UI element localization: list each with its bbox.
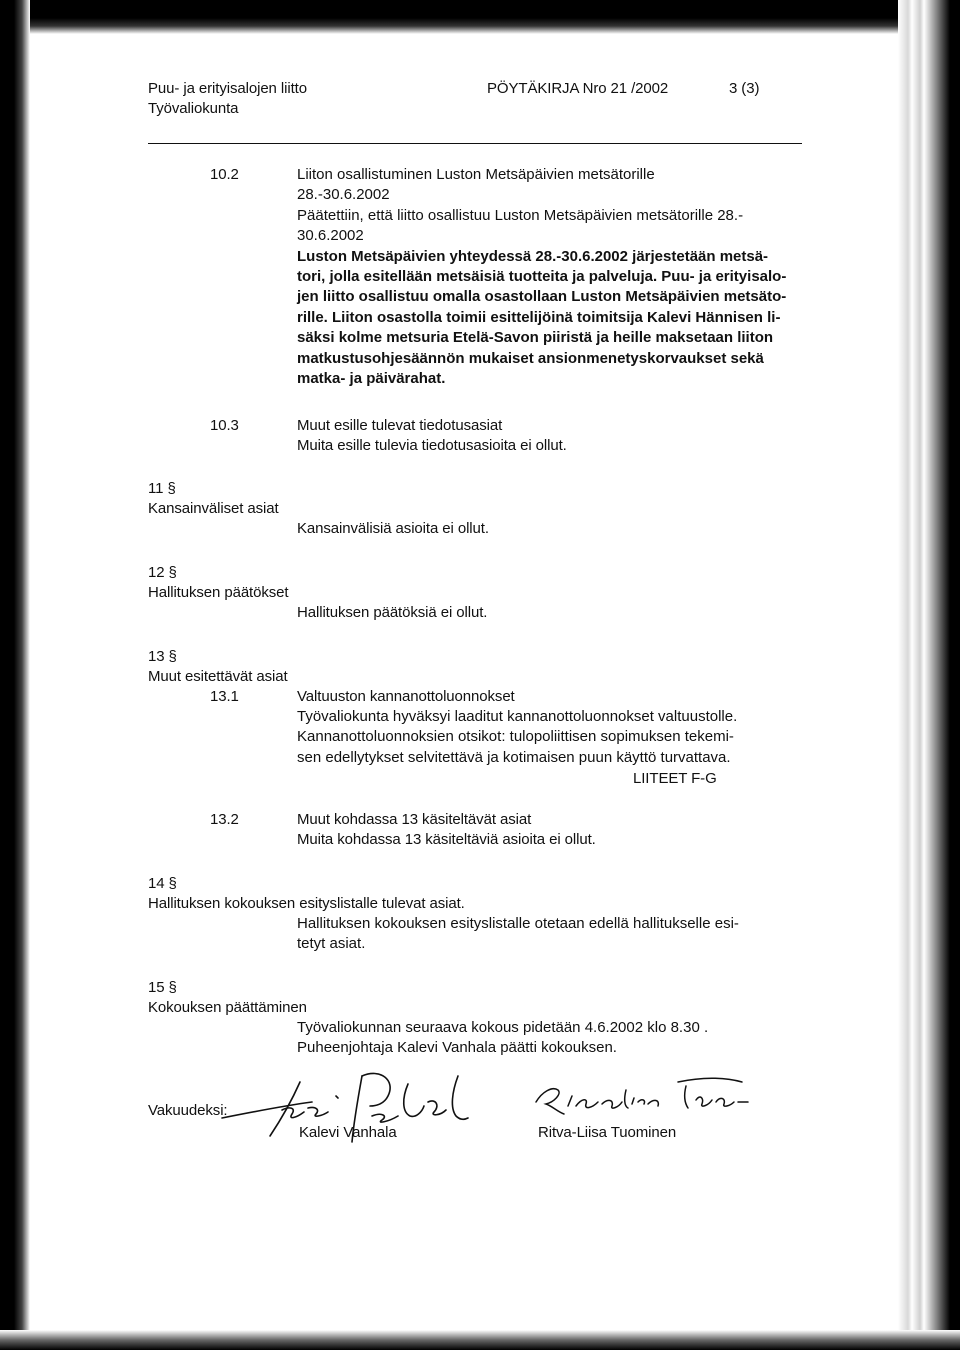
section-number-12: 12 § [148,564,177,581]
header-page-number: 3 (3) [729,80,760,97]
item-number-13-1: 13.1 [210,688,239,705]
item-13-1-body [297,707,817,768]
item-13-1-title: Valtuuston kannanottoluonnokset [297,688,515,705]
scan-edge-bottom [0,1330,960,1350]
item-10-2-line: jen liitto osallistuu omalla osastollaan Luston Metsäpäivien metsäto- [297,288,787,306]
item-10-2-body [297,165,817,389]
section-13-title: Muut esitettävät asiat [148,668,288,685]
section-14-title: Hallituksen kokouksen esityslistalle tulevat asiat. [148,895,465,912]
item-number-10-2: 10.2 [210,166,239,183]
signer-2-name: Ritva-Liisa Tuominen [538,1124,677,1141]
section-11-title: Kansainväliset asiat [148,500,279,517]
section-15-line: Työvaliokunnan seuraava kokous pidetään 4.6.2002 klo 8.30 . [297,1019,709,1036]
section-number-13: 13 § [148,648,177,665]
section-14-body [297,914,817,955]
section-number-11: 11 § [148,480,176,497]
item-10-3-title: Muut esille tulevat tiedotusasiat [297,417,503,434]
item-13-1-line: Työvaliokunta hyväksyi laaditut kannanottoluonnokset valtuustolle. [297,708,738,725]
item-13-2-text: Muita kohdassa 13 käsiteltäviä asioita ei ollut. [297,831,596,848]
item-10-2-line: säksi kolme metsuria Etelä-Savon piiristä ja heille maksetaan liiton [297,329,774,347]
item-13-1-attachments: LIITEET F-G [633,770,717,787]
item-10-2-line: Päätettiin, että liitto osallistuu Luston Metsäpäivien metsätorille 28.- [297,206,744,224]
item-13-1-line: sen edellytykset selvitettävä ja kotimaisen puun käyttö turvattava. [297,748,731,766]
item-10-2-line: rille. Liiton osastolla toimii esittelijöinä toimitsija Kalevi Hännisen li- [297,308,781,326]
item-10-2-line: Liiton osallistuminen Luston Metsäpäivien metsätorille [297,166,655,183]
item-number-10-3: 10.3 [210,417,239,434]
section-number-14: 14 § [148,875,177,892]
item-10-2-line: tori, jolla esitellään metsäisiä tuotteita ja palveluja. Puu- ja erityisalo- [297,268,787,286]
section-15-line: Puheenjohtaja Kalevi Vanhala päätti kokouksen. [297,1039,617,1057]
header-rule [148,143,802,144]
section-11-text: Kansainvälisiä asioita ei ollut. [297,520,489,537]
item-13-1-line: Kannanottoluonnoksien otsikot: tulopoliittisen sopimuksen tekemi- [297,728,734,746]
signature-label: Vakuudeksi: [148,1102,228,1119]
item-10-2-line: 28.-30.6.2002 [297,186,390,204]
signer-1-name: Kalevi Vanhala [299,1124,397,1141]
section-12-title: Hallituksen päätökset [148,584,289,601]
item-13-2-title: Muut kohdassa 13 käsiteltävät asiat [297,811,532,828]
item-number-13-2: 13.2 [210,811,239,828]
scan-edge-right [898,0,960,1350]
item-10-2-line: matka- ja päivärahat. [297,370,446,388]
scan-edge-top [0,0,960,34]
header-committee: Työvaliokunta [148,100,239,117]
item-10-3-text: Muita esille tulevia tiedotusasioita ei ollut. [297,437,567,454]
section-15-body [297,1018,817,1059]
item-10-2-line: matkustusohjesäännön mukaiset ansionmenetyskorvaukset sekä [297,349,764,367]
section-15-title: Kokouksen päättäminen [148,999,307,1016]
scan-edge-left [0,0,30,1350]
section-14-line: tetyt asiat. [297,935,366,953]
section-14-line: Hallituksen kokouksen esityslistalle otetaan edellä hallitukselle esi- [297,915,739,932]
signature-2-handwriting [528,1072,758,1122]
header-org: Puu- ja erityisalojen liitto [148,80,307,97]
item-10-2-line: 30.6.2002 [297,227,364,245]
section-12-text: Hallituksen päätöksiä ei ollut. [297,604,488,621]
item-10-2-line: Luston Metsäpäivien yhteydessä 28.-30.6.2002 järjestetään metsä- [297,247,769,265]
header-doc-title: PÖYTÄKIRJA Nro 21 /2002 [487,80,669,97]
section-number-15: 15 § [148,979,177,996]
